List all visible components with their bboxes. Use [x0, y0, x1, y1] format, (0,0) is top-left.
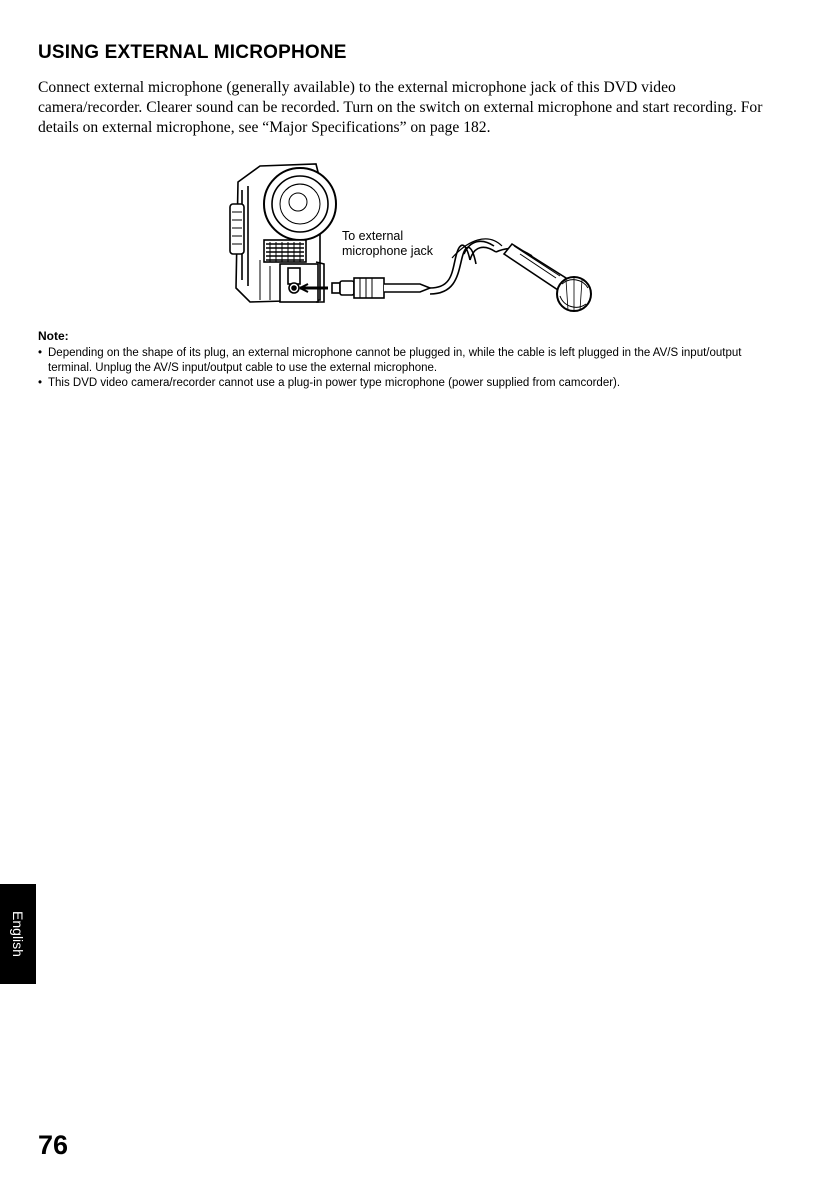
section-heading: USING EXTERNAL MICROPHONE	[38, 42, 347, 63]
intro-paragraph: Connect external microphone (generally available) to the external microphone jack of this DVD video camera/recorder. Clearer sound can be recorded. Turn on the switch on external microphone and start recording. For details on external microphone, see “Major Specifications” on page 182.	[38, 79, 763, 136]
note-list	[38, 346, 778, 391]
note-item	[38, 376, 778, 391]
note-section	[38, 329, 778, 391]
microphone-drawing	[496, 244, 591, 311]
camcorder-drawing	[230, 164, 336, 302]
note-item-text: This DVD video camera/recorder cannot use a plug-in power type microphone (power supplied from camcorder).	[48, 377, 621, 389]
callout-line-2: microphone jack	[342, 244, 434, 258]
bullet-icon: •	[38, 347, 43, 359]
figure-callout-label	[342, 229, 472, 259]
note-title: Note:	[38, 329, 69, 343]
note-item	[38, 346, 778, 376]
callout-line-1: To external	[342, 229, 404, 243]
note-item-text: Depending on the shape of its plug, an external microphone cannot be plugged in, while the cable is left plugged in the AV/S input/output terminal. Unplug the AV/S input/output cable to use the external microphone.	[48, 347, 742, 374]
language-tab-label: English	[10, 911, 27, 957]
language-side-tab	[0, 884, 36, 984]
bullet-icon: •	[38, 377, 43, 389]
page-number: 76	[38, 1130, 69, 1160]
